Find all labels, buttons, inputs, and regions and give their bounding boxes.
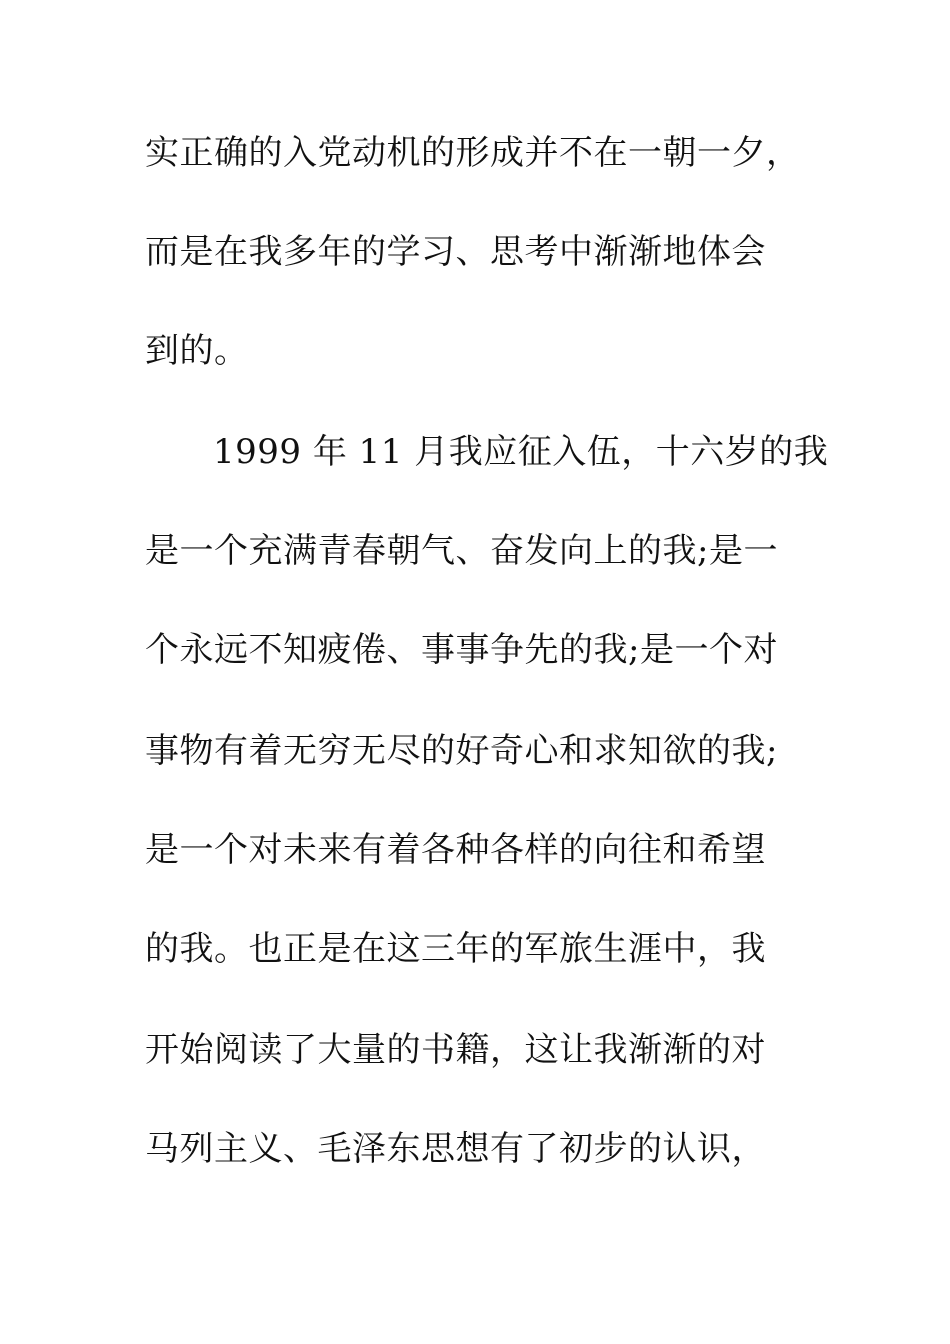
text-line: 开始阅读了大量的书籍，这让我渐渐的对: [145, 1030, 766, 1070]
text-line: 实正确的入党动机的形成并不在一朝一夕，: [145, 133, 801, 173]
text-line: 马列主义、毛泽东思想有了初步的认识，: [145, 1129, 766, 1169]
text-line: 事物有着无穷无尽的好奇心和求知欲的我;: [145, 731, 778, 771]
text-line: 而是在我多年的学习、思考中渐渐地体会: [145, 232, 766, 272]
text-line: 个永远不知疲倦、事事争先的我;是一个对: [145, 630, 778, 670]
text-line: 是一个对未来有着各种各样的向往和希望: [145, 830, 766, 870]
text-line: 到的。: [145, 331, 249, 371]
text-line: 的我。也正是在这三年的军旅生涯中，我: [145, 929, 766, 969]
text-line: 是一个充满青春朝气、奋发向上的我;是一: [145, 531, 778, 571]
paragraph-start-line: 1999 年 11 月我应征入伍，十六岁的我: [213, 432, 829, 472]
